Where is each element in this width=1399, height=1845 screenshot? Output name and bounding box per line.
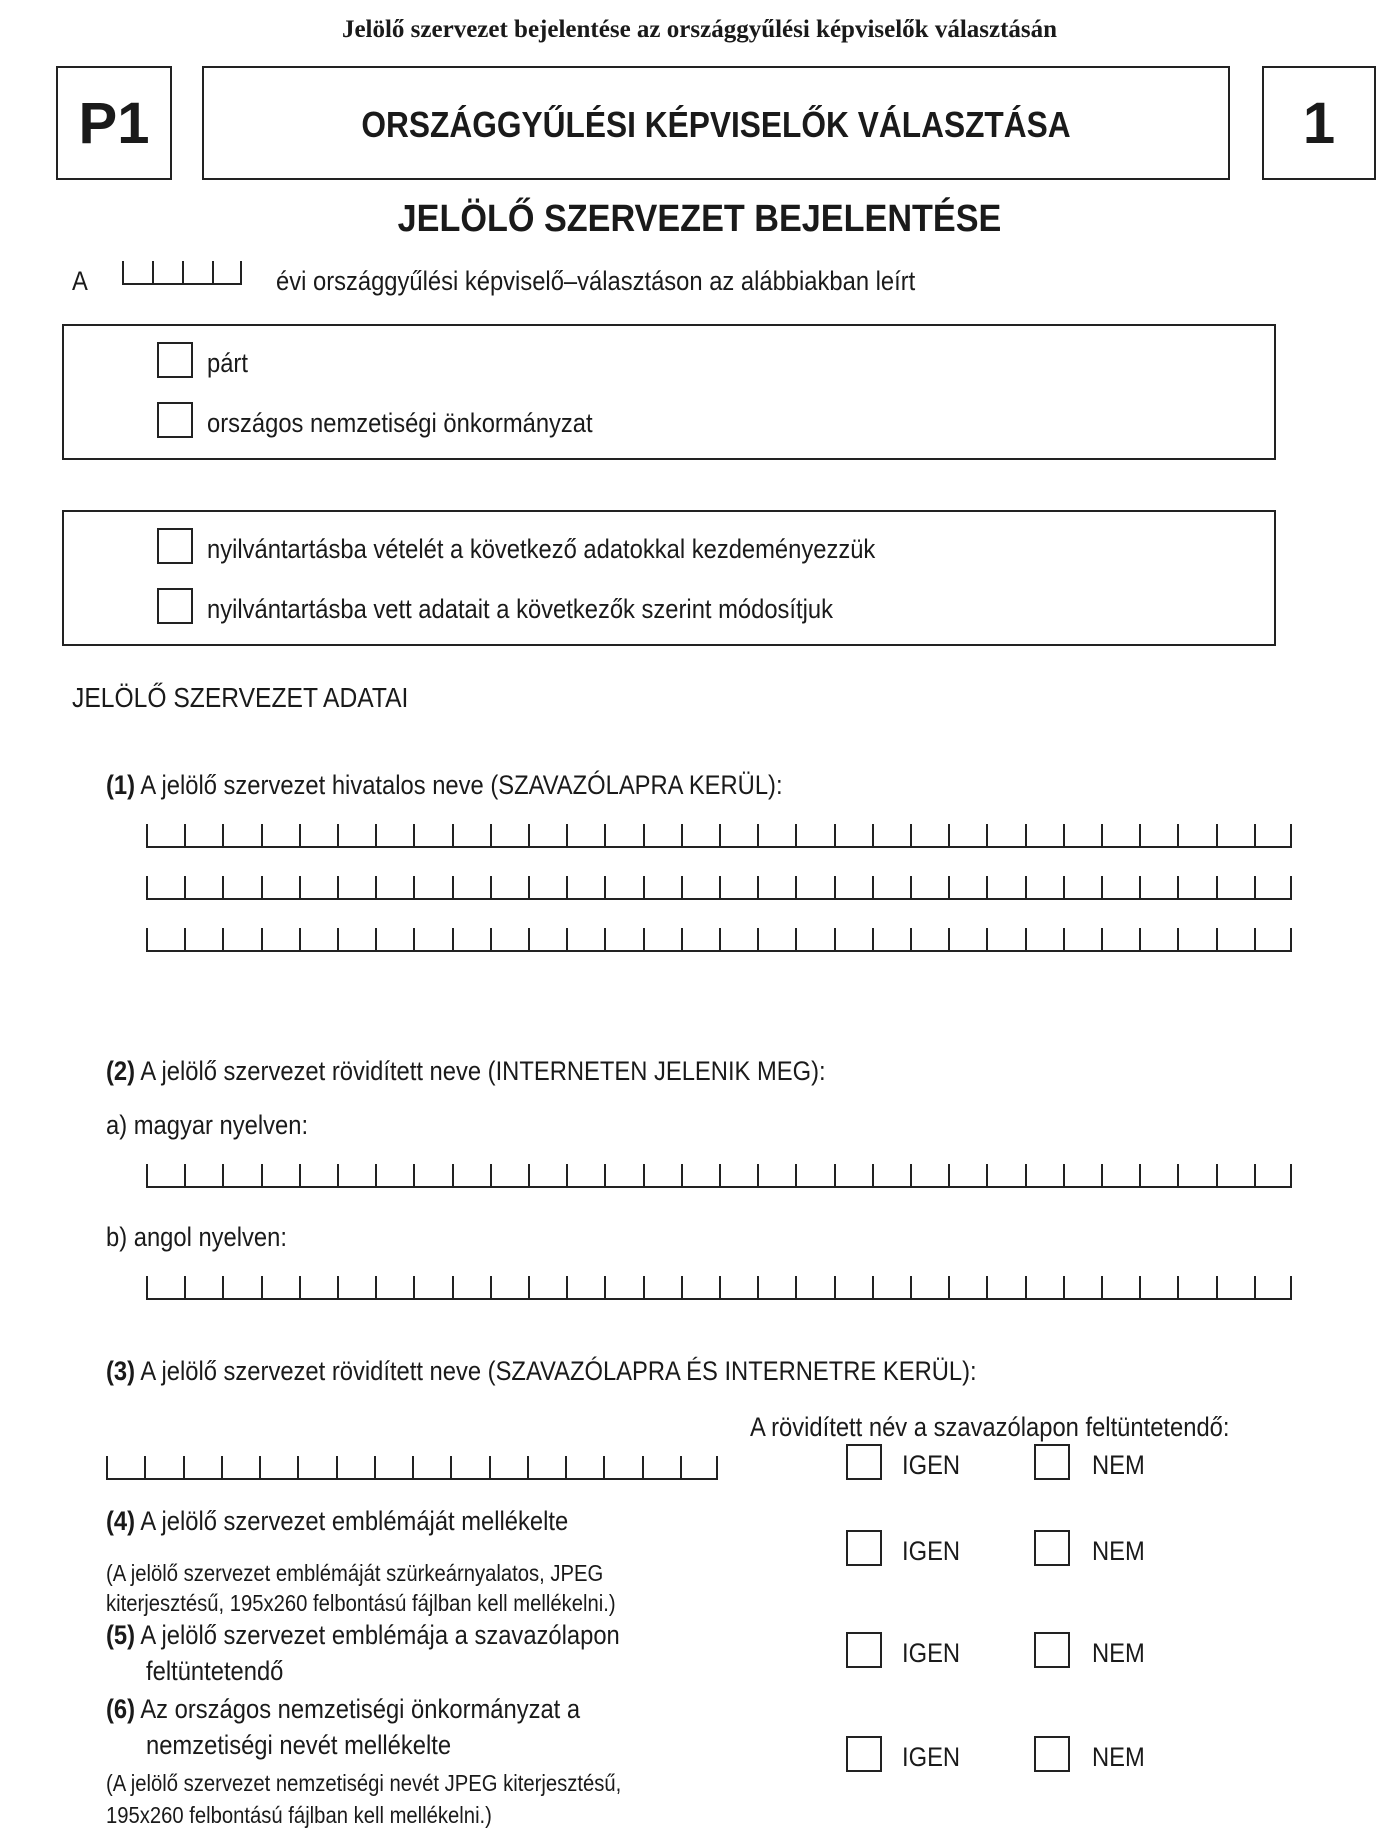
comb-tick [299, 1164, 301, 1186]
comb-tick [1101, 928, 1103, 950]
ballot-short-name-input[interactable] [106, 1458, 718, 1480]
comb-tick [337, 824, 339, 846]
comb-tick [680, 1456, 682, 1478]
official-name-row-3[interactable] [146, 930, 1292, 952]
comb-tick [1025, 876, 1027, 898]
official-name-row-2[interactable] [146, 878, 1292, 900]
comb-tick [643, 1276, 645, 1298]
comb-tick [1254, 824, 1256, 846]
comb-tick [643, 824, 645, 846]
comb-tick [604, 1164, 606, 1186]
main-title: ORSZÁGGYŰLÉSI KÉPVISELŐK VÁLASZTÁSA [361, 104, 1071, 145]
comb-tick [490, 824, 492, 846]
comb-tick [184, 1164, 186, 1186]
comb-tick [374, 1456, 376, 1478]
comb-tick [490, 876, 492, 898]
comb-tick [1216, 824, 1218, 846]
comb-tick [222, 1164, 224, 1186]
comb-tick [183, 1456, 185, 1478]
comb-tick [681, 876, 683, 898]
comb-tick [261, 824, 263, 846]
comb-tick [910, 928, 912, 950]
comb-tick [681, 928, 683, 950]
comb-tick [795, 928, 797, 950]
comb-tick [1216, 928, 1218, 950]
comb-tick [1216, 1276, 1218, 1298]
comb-tick [452, 824, 454, 846]
comb-tick [1177, 1164, 1179, 1186]
comb-tick [1177, 824, 1179, 846]
comb-tick [1290, 876, 1292, 898]
comb-tick [1025, 928, 1027, 950]
comb-tick [757, 1276, 759, 1298]
org-type-box [62, 324, 1276, 460]
comb-tick [452, 928, 454, 950]
comb-tick [1063, 1276, 1065, 1298]
comb-tick [604, 876, 606, 898]
comb-tick [1216, 1164, 1218, 1186]
comb-tick [146, 876, 148, 898]
comb-tick [757, 1164, 759, 1186]
comb-tick [375, 824, 377, 846]
year-input[interactable] [122, 263, 242, 285]
comb-tick [603, 1456, 605, 1478]
comb-tick [834, 824, 836, 846]
comb-tick [1139, 824, 1141, 846]
comb-tick [240, 261, 242, 283]
q4-yes-checkbox[interactable] [846, 1530, 882, 1566]
comb-tick [489, 1456, 491, 1478]
comb-tick [719, 824, 721, 846]
comb-tick [566, 928, 568, 950]
comb-tick [528, 876, 530, 898]
comb-tick [986, 876, 988, 898]
q5-yes-label: IGEN [902, 1638, 961, 1668]
year-prefix: A [72, 266, 88, 296]
comb-tick [643, 876, 645, 898]
comb-tick [413, 1276, 415, 1298]
comb-tick [222, 876, 224, 898]
comb-tick [948, 1276, 950, 1298]
comb-tick [146, 928, 148, 950]
comb-tick [1177, 876, 1179, 898]
comb-tick [565, 1456, 567, 1478]
comb-tick [221, 1456, 223, 1478]
comb-tick [1101, 1276, 1103, 1298]
comb-tick [834, 1276, 836, 1298]
comb-tick [184, 928, 186, 950]
comb-tick [1290, 1164, 1292, 1186]
comb-tick [948, 824, 950, 846]
comb-tick [719, 1164, 721, 1186]
comb-tick [413, 824, 415, 846]
comb-tick [259, 1456, 261, 1478]
q5-yes-checkbox[interactable] [846, 1632, 882, 1668]
q5-label-line2: feltüntetendő [146, 1656, 284, 1686]
form-code-box [56, 66, 172, 180]
comb-tick [834, 1164, 836, 1186]
comb-tick [528, 824, 530, 846]
comb-tick [412, 1456, 414, 1478]
comb-tick [184, 1276, 186, 1298]
party-label: párt [207, 348, 248, 378]
comb-tick [1254, 1276, 1256, 1298]
comb-tick [490, 1164, 492, 1186]
comb-tick [681, 1276, 683, 1298]
comb-tick [986, 1276, 988, 1298]
comb-tick [1290, 824, 1292, 846]
comb-tick [1063, 824, 1065, 846]
q2-label: (2) A jelölő szervezet rövidített neve (INTERNETEN JELENIK MEG): [106, 1056, 826, 1086]
comb-tick [910, 876, 912, 898]
q6-yes-label: IGEN [902, 1742, 961, 1772]
modify-label: nyilvántartásba vett adatait a következők szerint módosítjuk [207, 594, 834, 624]
comb-tick [528, 928, 530, 950]
comb-tick [336, 1456, 338, 1478]
comb-tick [910, 1164, 912, 1186]
comb-tick [528, 1164, 530, 1186]
comb-tick [413, 1164, 415, 1186]
comb-tick [299, 824, 301, 846]
comb-tick [1025, 1164, 1027, 1186]
short-name-hu-input[interactable] [146, 1166, 1292, 1188]
comb-tick [1063, 1164, 1065, 1186]
comb-tick [299, 928, 301, 950]
comb-tick [1139, 1276, 1141, 1298]
comb-tick [106, 1456, 108, 1478]
comb-tick [757, 928, 759, 950]
comb-tick [1139, 876, 1141, 898]
comb-tick [719, 876, 721, 898]
comb-tick [986, 824, 988, 846]
q4-no-label: NEM [1092, 1536, 1145, 1566]
comb-tick [1254, 928, 1256, 950]
comb-tick [450, 1456, 452, 1478]
q6-note-1: (A jelölő szervezet nemzetiségi nevét JPEG kiterjesztésű, [106, 1770, 622, 1796]
comb-tick [948, 1164, 950, 1186]
comb-tick [1101, 876, 1103, 898]
comb-tick [1063, 876, 1065, 898]
comb-tick [834, 876, 836, 898]
comb-tick [1177, 928, 1179, 950]
comb-tick [184, 824, 186, 846]
comb-tick [413, 928, 415, 950]
comb-tick [795, 1276, 797, 1298]
comb-tick [795, 876, 797, 898]
comb-tick [182, 261, 184, 283]
q3-yes-label: IGEN [902, 1450, 961, 1480]
comb-tick [872, 824, 874, 846]
q4-label: (4) A jelölő szervezet emblémáját mellékelte [106, 1506, 569, 1536]
comb-tick [643, 1164, 645, 1186]
comb-tick [299, 876, 301, 898]
q5-no-checkbox[interactable] [1034, 1632, 1070, 1668]
comb-tick [146, 1276, 148, 1298]
q4-note-2: kiterjesztésű, 195x260 felbontású fájlban kell mellékelni.) [106, 1590, 616, 1616]
comb-tick [452, 876, 454, 898]
comb-tick [1139, 928, 1141, 950]
comb-tick [566, 1276, 568, 1298]
q5-no-label: NEM [1092, 1638, 1145, 1668]
q1-label: (1) A jelölő szervezet hivatalos neve (SZAVAZÓLAPRA KERÜL): [106, 770, 783, 800]
q6-note-2: 195x260 felbontású fájlban kell mellékelni.) [106, 1802, 492, 1828]
comb-tick [604, 1276, 606, 1298]
comb-tick [604, 824, 606, 846]
section-title: JELÖLŐ SZERVEZET ADATAI [72, 682, 409, 713]
comb-tick [146, 824, 148, 846]
comb-tick [948, 876, 950, 898]
q6-no-label: NEM [1092, 1742, 1145, 1772]
comb-tick [872, 876, 874, 898]
q2-b-label: b) angol nyelven: [106, 1222, 287, 1252]
comb-tick [222, 824, 224, 846]
register-label: nyilvántartásba vételét a következő adatokkal kezdeményezzük [207, 534, 876, 564]
q6-label: (6) Az országos nemzetiségi önkormányzat a [106, 1694, 581, 1724]
comb-tick [375, 1164, 377, 1186]
comb-tick [795, 1164, 797, 1186]
q5-label: (5) A jelölő szervezet emblémája a szavazólapon [106, 1620, 620, 1650]
comb-tick [452, 1276, 454, 1298]
comb-tick [1254, 1164, 1256, 1186]
comb-tick [299, 1276, 301, 1298]
party-checkbox[interactable] [157, 342, 193, 378]
comb-tick [642, 1456, 644, 1478]
comb-tick [184, 876, 186, 898]
comb-tick [490, 1276, 492, 1298]
comb-tick [604, 928, 606, 950]
nationality-selfgov-checkbox[interactable] [157, 402, 193, 438]
comb-tick [337, 1276, 339, 1298]
comb-tick [757, 824, 759, 846]
comb-tick [1139, 1164, 1141, 1186]
comb-tick [212, 261, 214, 283]
comb-tick [261, 1276, 263, 1298]
comb-tick [1063, 928, 1065, 950]
comb-tick [222, 928, 224, 950]
comb-tick [375, 876, 377, 898]
comb-tick [872, 1164, 874, 1186]
q2-a-label: a) magyar nyelven: [106, 1110, 309, 1140]
q4-no-checkbox[interactable] [1034, 1530, 1070, 1566]
comb-tick [834, 928, 836, 950]
comb-tick [986, 1164, 988, 1186]
comb-tick [490, 928, 492, 950]
q3-no-checkbox[interactable] [1034, 1444, 1070, 1480]
comb-tick [986, 928, 988, 950]
comb-tick [757, 876, 759, 898]
comb-tick [152, 261, 154, 283]
comb-tick [261, 1164, 263, 1186]
comb-tick [566, 876, 568, 898]
comb-tick [337, 876, 339, 898]
official-name-row-1[interactable] [146, 826, 1292, 848]
comb-tick [144, 1456, 146, 1478]
q3-shown-label: A rövidített név a szavazólapon feltüntetendő: [750, 1412, 1230, 1442]
comb-tick [910, 1276, 912, 1298]
comb-tick [375, 928, 377, 950]
comb-tick [1025, 824, 1027, 846]
comb-tick [337, 928, 339, 950]
comb-tick [527, 1456, 529, 1478]
comb-tick [566, 1164, 568, 1186]
comb-tick [122, 261, 124, 283]
comb-tick [1025, 1276, 1027, 1298]
comb-tick [872, 928, 874, 950]
comb-tick [528, 1276, 530, 1298]
comb-tick [719, 1276, 721, 1298]
comb-tick [337, 1164, 339, 1186]
register-checkbox[interactable] [157, 528, 193, 564]
comb-tick [795, 824, 797, 846]
comb-tick [1177, 1276, 1179, 1298]
action-box [62, 510, 1276, 646]
comb-tick [1216, 876, 1218, 898]
short-name-en-input[interactable] [146, 1278, 1292, 1300]
comb-tick [681, 824, 683, 846]
comb-tick [1290, 928, 1292, 950]
q3-no-label: NEM [1092, 1450, 1145, 1480]
q3-label: (3) A jelölő szervezet rövidített neve (SZAVAZÓLAPRA ÉS INTERNETRE KERÜL): [106, 1356, 977, 1386]
comb-tick [910, 824, 912, 846]
comb-tick [948, 928, 950, 950]
comb-tick [146, 1164, 148, 1186]
form-title: JELÖLŐ SZERVEZET BEJELENTÉSE [397, 198, 1002, 240]
comb-tick [1101, 824, 1103, 846]
q3-yes-checkbox[interactable] [846, 1444, 882, 1480]
comb-tick [1101, 1164, 1103, 1186]
comb-tick [566, 824, 568, 846]
nationality-selfgov-label: országos nemzetiségi önkormányzat [207, 408, 593, 438]
q6-yes-checkbox[interactable] [846, 1736, 882, 1772]
page-number: 1 [1302, 91, 1336, 156]
q4-yes-label: IGEN [902, 1536, 961, 1566]
comb-tick [375, 1276, 377, 1298]
comb-tick [222, 1276, 224, 1298]
form-top-title: Jelölő szervezet bejelentése az országgyűlési képviselők választásán [341, 16, 1058, 43]
q4-note-1: (A jelölő szervezet emblémáját szürkeárnyalatos, JPEG [106, 1560, 604, 1586]
comb-tick [719, 928, 721, 950]
q6-no-checkbox[interactable] [1034, 1736, 1070, 1772]
main-title-box [202, 66, 1230, 180]
comb-tick [1290, 1276, 1292, 1298]
comb-tick [261, 876, 263, 898]
page-number-box [1262, 66, 1376, 180]
comb-tick [643, 928, 645, 950]
form-code: P1 [78, 91, 150, 156]
comb-tick [413, 876, 415, 898]
comb-tick [297, 1456, 299, 1478]
q6-label-line2: nemzetiségi nevét mellékelte [146, 1730, 452, 1760]
comb-tick [1254, 876, 1256, 898]
comb-tick [716, 1456, 718, 1478]
year-suffix: évi országgyűlési képviselő–választáson az alábbiakban leírt [276, 266, 916, 296]
comb-tick [261, 928, 263, 950]
comb-tick [872, 1276, 874, 1298]
modify-checkbox[interactable] [157, 588, 193, 624]
comb-tick [681, 1164, 683, 1186]
comb-tick [452, 1164, 454, 1186]
